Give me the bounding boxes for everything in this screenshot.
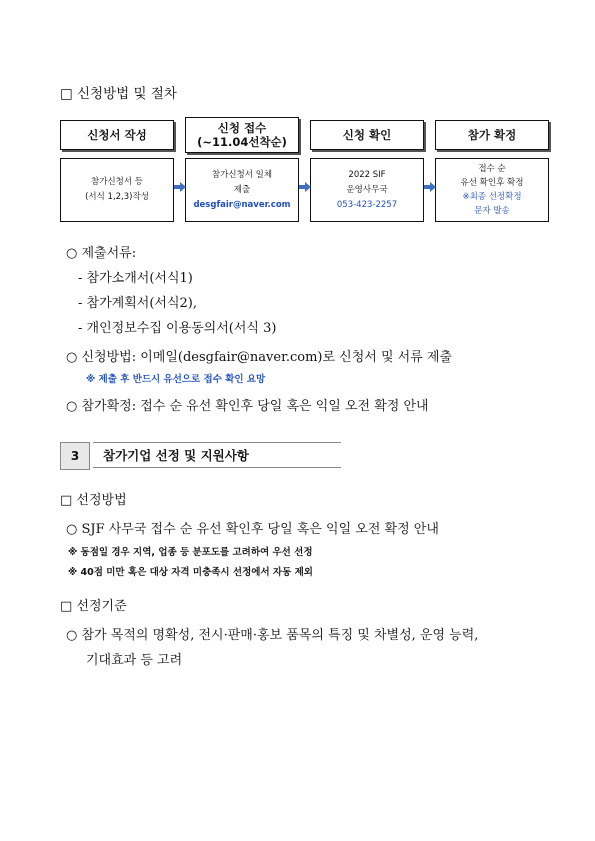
confirmation-info: ○ 참가확정: 접수 순 유선 확인후 당일 혹은 익일 오전 확정 안내 bbox=[66, 399, 429, 414]
step-body-submit bbox=[185, 158, 299, 222]
step-header-confirm: 참가 확정 bbox=[435, 120, 549, 150]
step-text: 접수 순 bbox=[478, 164, 506, 174]
doc-item: - 개인정보수집 이용동의서(서식 3) bbox=[78, 321, 277, 336]
selection-note: ※ 40점 미만 혹은 대상 자격 미충족시 선정에서 자동 제외 bbox=[68, 567, 313, 578]
section-title-application: □ 신청방법 및 절차 bbox=[60, 86, 177, 102]
doc-item: - 참가계획서(서식2), bbox=[78, 296, 197, 311]
step-text: 참가신청서 등 bbox=[91, 177, 143, 187]
step-header-submit: 신청 접수 (~11.04선착순) bbox=[185, 117, 299, 153]
doc-item: - 참가소개서(서식1) bbox=[78, 271, 193, 286]
method-note: ※ 제출 후 반드시 유선으로 접수 확인 요망 bbox=[86, 374, 266, 385]
step-text: 2022 SIF bbox=[348, 169, 386, 180]
step-text: 제출 bbox=[233, 184, 251, 195]
docs-label: ○ 제출서류: bbox=[66, 246, 137, 261]
selection-criteria-text-cont: 기대효과 등 고려 bbox=[86, 653, 183, 668]
step-body-write bbox=[60, 158, 174, 222]
step-body-confirm bbox=[435, 158, 549, 222]
arrow-right-icon bbox=[174, 182, 186, 192]
section-number: 3 bbox=[60, 442, 90, 470]
step-text: 운영사무국 bbox=[346, 184, 388, 195]
selection-note: ※ 동점일 경우 지역, 업종 등 분포도를 고려하여 우선 선정 bbox=[68, 547, 313, 558]
phone-number: 053-423-2257 bbox=[336, 199, 398, 210]
section-heading: 참가기업 선정 및 지원사항 bbox=[93, 442, 341, 468]
step-text: 참가신청서 일체 bbox=[211, 169, 273, 180]
step-header-write: 신청서 작성 bbox=[60, 120, 174, 150]
step-body-check bbox=[310, 158, 424, 222]
selection-method-text: ○ SJF 사무국 접수 순 유선 확인후 당일 혹은 익일 오전 확정 안내 bbox=[66, 522, 439, 537]
email-address: desgfair@naver.com bbox=[193, 199, 291, 210]
selection-criteria-title: □ 선정기준 bbox=[60, 599, 127, 614]
arrow-right-icon bbox=[299, 182, 311, 192]
arrow-right-icon bbox=[424, 182, 436, 192]
step-text: (서식 1,2,3)작성 bbox=[85, 192, 149, 202]
step-header-check: 신청 확인 bbox=[310, 120, 424, 150]
selection-method-title: □ 선정방법 bbox=[60, 493, 127, 508]
step-note: ※최종 선정확정 bbox=[462, 192, 522, 202]
application-method: ○ 신청방법: 이메일(desgfair@naver.com)로 신청서 및 서류 제출 bbox=[66, 350, 453, 365]
selection-criteria-text: ○ 참가 목적의 명확성, 전시·판매·홍보 품목의 특징 및 차별성, 운영 능력, bbox=[66, 628, 479, 643]
step-note: 문자 발송 bbox=[474, 206, 510, 216]
step-text: 유선 확인후 확정 bbox=[460, 178, 524, 188]
